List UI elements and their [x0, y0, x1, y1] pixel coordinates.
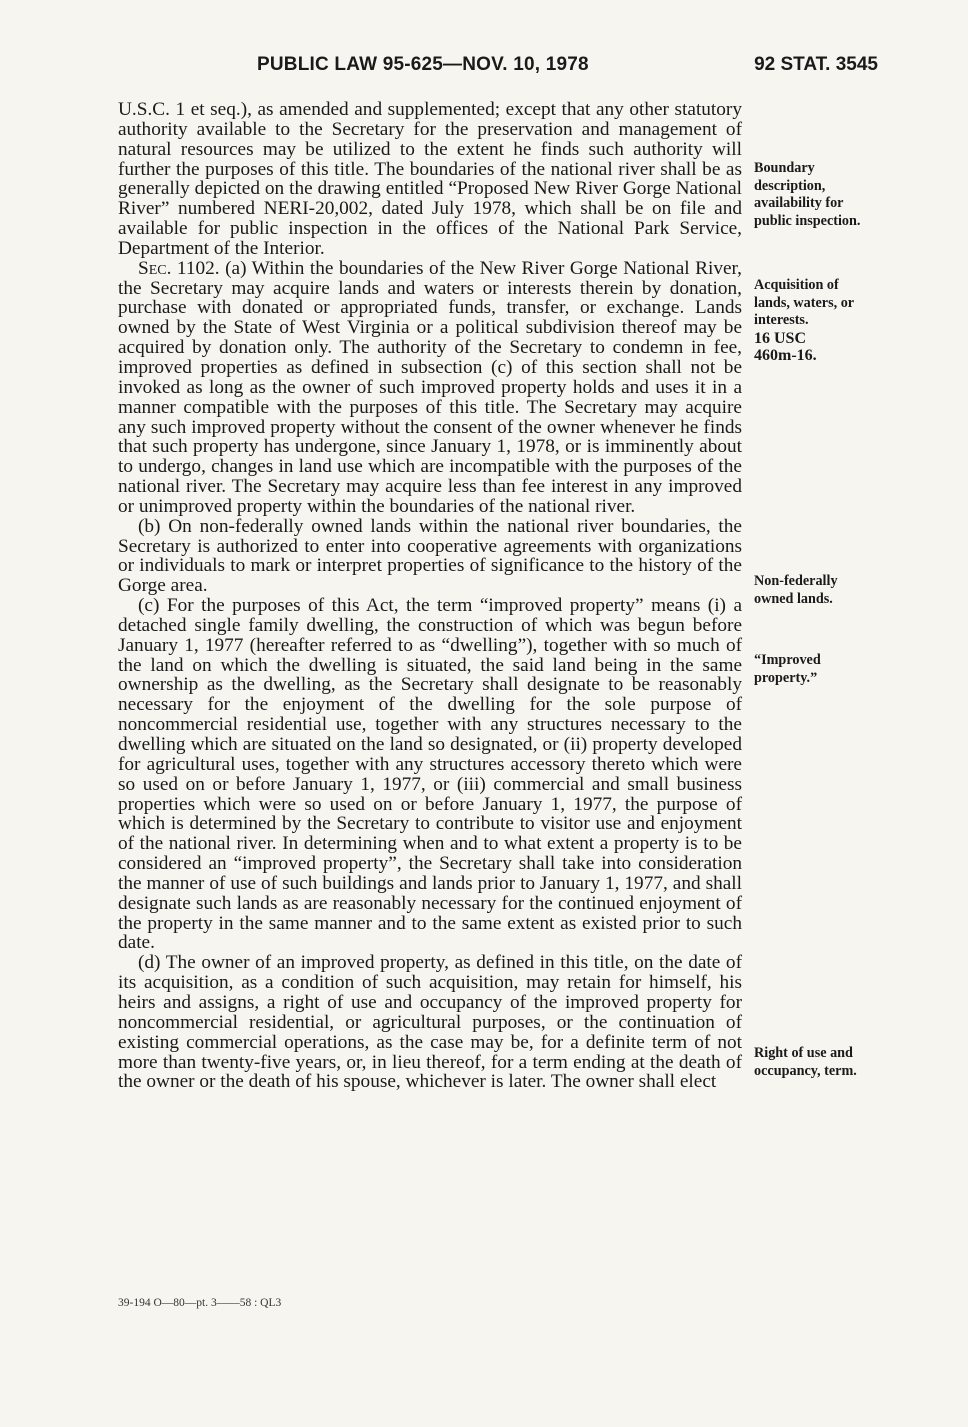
usc-citation: 16 USC	[754, 329, 807, 347]
paragraph-sec-1102a	[118, 259, 742, 517]
margin-note-improved-property: “Improved property.”	[754, 652, 821, 686]
page-header	[0, 54, 968, 84]
print-code-footer: 39-194 O—80—pt. 3——58 : QL3	[118, 1297, 282, 1309]
paragraph-1102d: (d) The owner of an improved property, as defined in this title, on the date of its acquisition, as a condition of such acquisition, may retain for himself, his heirs and assigns, a right of use and occupancy of the improved property for noncommercial residential, or agricultural purposes, or the continuation of existing commercial operations, as the case may be, for a definite term of not more than twenty-five years, or, in lieu thereof, for a term ending at the death of the owner or the death of his spouse, whichever is later. The owner shall elect	[118, 952, 742, 1093]
usc-section: 460m-16.	[754, 347, 817, 364]
header-law-citation: PUBLIC LAW 95-625—NOV. 10, 1978	[257, 54, 589, 75]
header-stat-page: 92 STAT. 3545	[754, 54, 878, 75]
margin-note-acquisition: Acquisition of lands, waters, or interests. 16 USC 460m-16.	[754, 277, 894, 365]
body-text	[118, 100, 742, 1092]
section-label: Sec.	[138, 257, 172, 279]
margin-note-boundary: Boundary description, availability for public inspection.	[754, 160, 861, 229]
margin-note-right-of-use: Right of use and occupancy, term.	[754, 1045, 857, 1079]
margin-note-nonfederal: Non-federally owned lands.	[754, 573, 838, 607]
paragraph-1102b: (b) On non-federally owned lands within the national river boundaries, the Secretary is authorized to enter into cooperative agreements with organizations or individuals to mark or interpret properties of significance to the history of the Gorge area.	[118, 515, 742, 597]
paragraph-1102c: (c) For the purposes of this Act, the term “improved property” means (i) a detached single family dwelling, the construction of which was begun before January 1, 1977 (hereafter referred to as “dwelling”), together with so much of the land on which the dwelling is situated, the said land being in the same ownership as the dwelling, as the Secretary shall designate to be reasonably necessary for the enjoyment of the dwelling for the sole purpose of noncommercial residential use, together with any structures necessary to the dwelling which are situated on the land so designated, or (ii) property developed for agricultural uses, together with any structures accessory thereto which were so used on or before January 1, 1977, or (iii) commercial and small business properties which were so used on or before January 1, 1977, the purpose of which is determined by the Secretary to contribute to visitor use and enjoyment of the national river. In determining when and to what extent a property is to be considered an “improved property”, the Secretary shall take into consideration the manner of use of such buildings and lands prior to January 1, 1977, and shall designate such lands as are reasonably necessary for the continued enjoyment of the property in the same manner and to the same extent as existed prior to such date.	[118, 595, 742, 954]
paragraph-continuation: U.S.C. 1 et seq.), as amended and supplemented; except that any other statutory authority available to the Secretary for the preservation and management of natural resources may be utilized to the extent he finds such authority will further the purposes of this title. The boundaries of the national river shall be as generally depicted on the drawing entitled “Proposed New River Gorge National River” numbered NERI-20,002, dated July 1978, which shall be on file and available for public inspection in the offices of the National Park Service, Department of the Interior.	[118, 99, 742, 259]
section-1102a-text: 1102. (a) Within the boundaries of the New River Gorge National River, the Secretary may acquire lands and waters or interests therein by donation, purchase with donated or appropriated funds, transfer, or exchange. Lands owned by the State of West Virginia or a political subdivision thereof may be acquired by donation only. The authority of the Secretary to condemn in fee, improved properties as defined in subsection (c) of this section shall not be invoked as long as the owner of such improved property holds and uses it in a manner compatible with the purposes of this title. The Secretary may acquire any such improved property without the consent of the owner whenever he finds that such property has undergone, since January 1, 1978, or is imminently about to undergo, changes in land use which are incompatible with the purposes of the national river. The Secretary may acquire less than fee interest in any improved or unimproved property within the boundaries of the national river.	[118, 257, 742, 517]
